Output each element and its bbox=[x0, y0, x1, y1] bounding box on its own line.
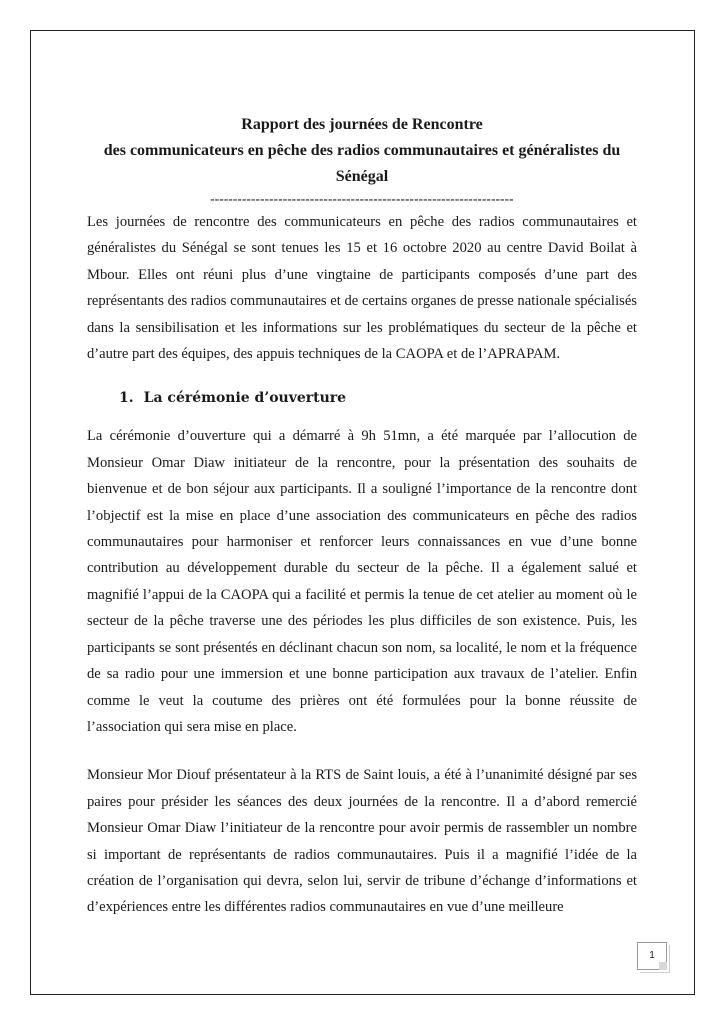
section-paragraph-1: La cérémonie d’ouverture qui a démarré à 9h 51mn, a été marquée par l’allocution de Monsieur Omar Diaw initiateur de la rencontre, pour la présentation des souhaits de bienvenue et de bon séjour aux participants. Il a souligné l’importance de la rencontre dont l’objectif est la mise en place d’une association des communicateurs en pêche des radios communautaires pour harmoniser et renforcer leurs connaissances en vue d’une bonne contribution au développement durable du secteur de la pêche. Il a également salué et magnifié l’appui de la CAOPA qui a facilité et permis la tenue de cet atelier au moment où le secteur de la pêche traverse une des périodes les plus difficiles de son existence. Puis, les participants se sont présentés en déclinant chacun son nom, sa localité, le nom et la fréquence de sa radio pour une immersion et une bonne participation aux travaux de l’atelier. Enfin comme le veut la coutume des prières ont été formulées pour la bonne réussite de l’association qui sera mise en place. bbox=[87, 428, 637, 735]
paragraph-gap bbox=[87, 740, 637, 762]
section-heading bbox=[119, 387, 637, 409]
title-separator: ------------------------------------------------------------------- bbox=[210, 192, 514, 206]
page-number: 1 bbox=[637, 942, 667, 970]
title-line-2: des communicateurs en pêche des radios communautaires et généralistes du bbox=[103, 142, 621, 159]
section-title: La cérémonie d’ouverture bbox=[143, 390, 347, 407]
document-body bbox=[87, 112, 637, 921]
section-number: 1. bbox=[119, 390, 134, 407]
title-line-1: Rapport des journées de Rencontre bbox=[241, 116, 483, 133]
title-line-3: Sénégal bbox=[335, 168, 389, 185]
intro-paragraph: Les journées de rencontre des communicateurs en pêche des radios communautaires et généralistes du Sénégal se sont tenues les 15 et 16 octobre 2020 au centre David Boilat à Mbour. Elles ont réuni plus d’une vingtaine de participants composés d’une part des représentants des radios communautaires et de certains organes de presse nationale spécialisés dans la sensibilisation et les informations sur les problématiques du secteur de la pêche et d’autre part des équipes, des appuis techniques de la CAOPA et de l’APRAPAM. bbox=[87, 214, 637, 363]
document-title bbox=[87, 112, 637, 190]
section-paragraph-2: Monsieur Mor Diouf présentateur à la RTS de Saint louis, a été à l’unanimité désigné par ses paires pour présider les séances des deux journées de la rencontre. Il a d’abord remercié Monsieur Omar Diaw l’initiateur de la rencontre pour avoir permis de rassembler un nombre si important de représentants de radios communautaires. Puis il a magnifié l’idée de la création de l’organisation qui devra, selon lui, servir de tribune d’échange d’informations et d’expériences entre les différentes radios communautaires en vue d’une meilleure bbox=[87, 767, 637, 916]
